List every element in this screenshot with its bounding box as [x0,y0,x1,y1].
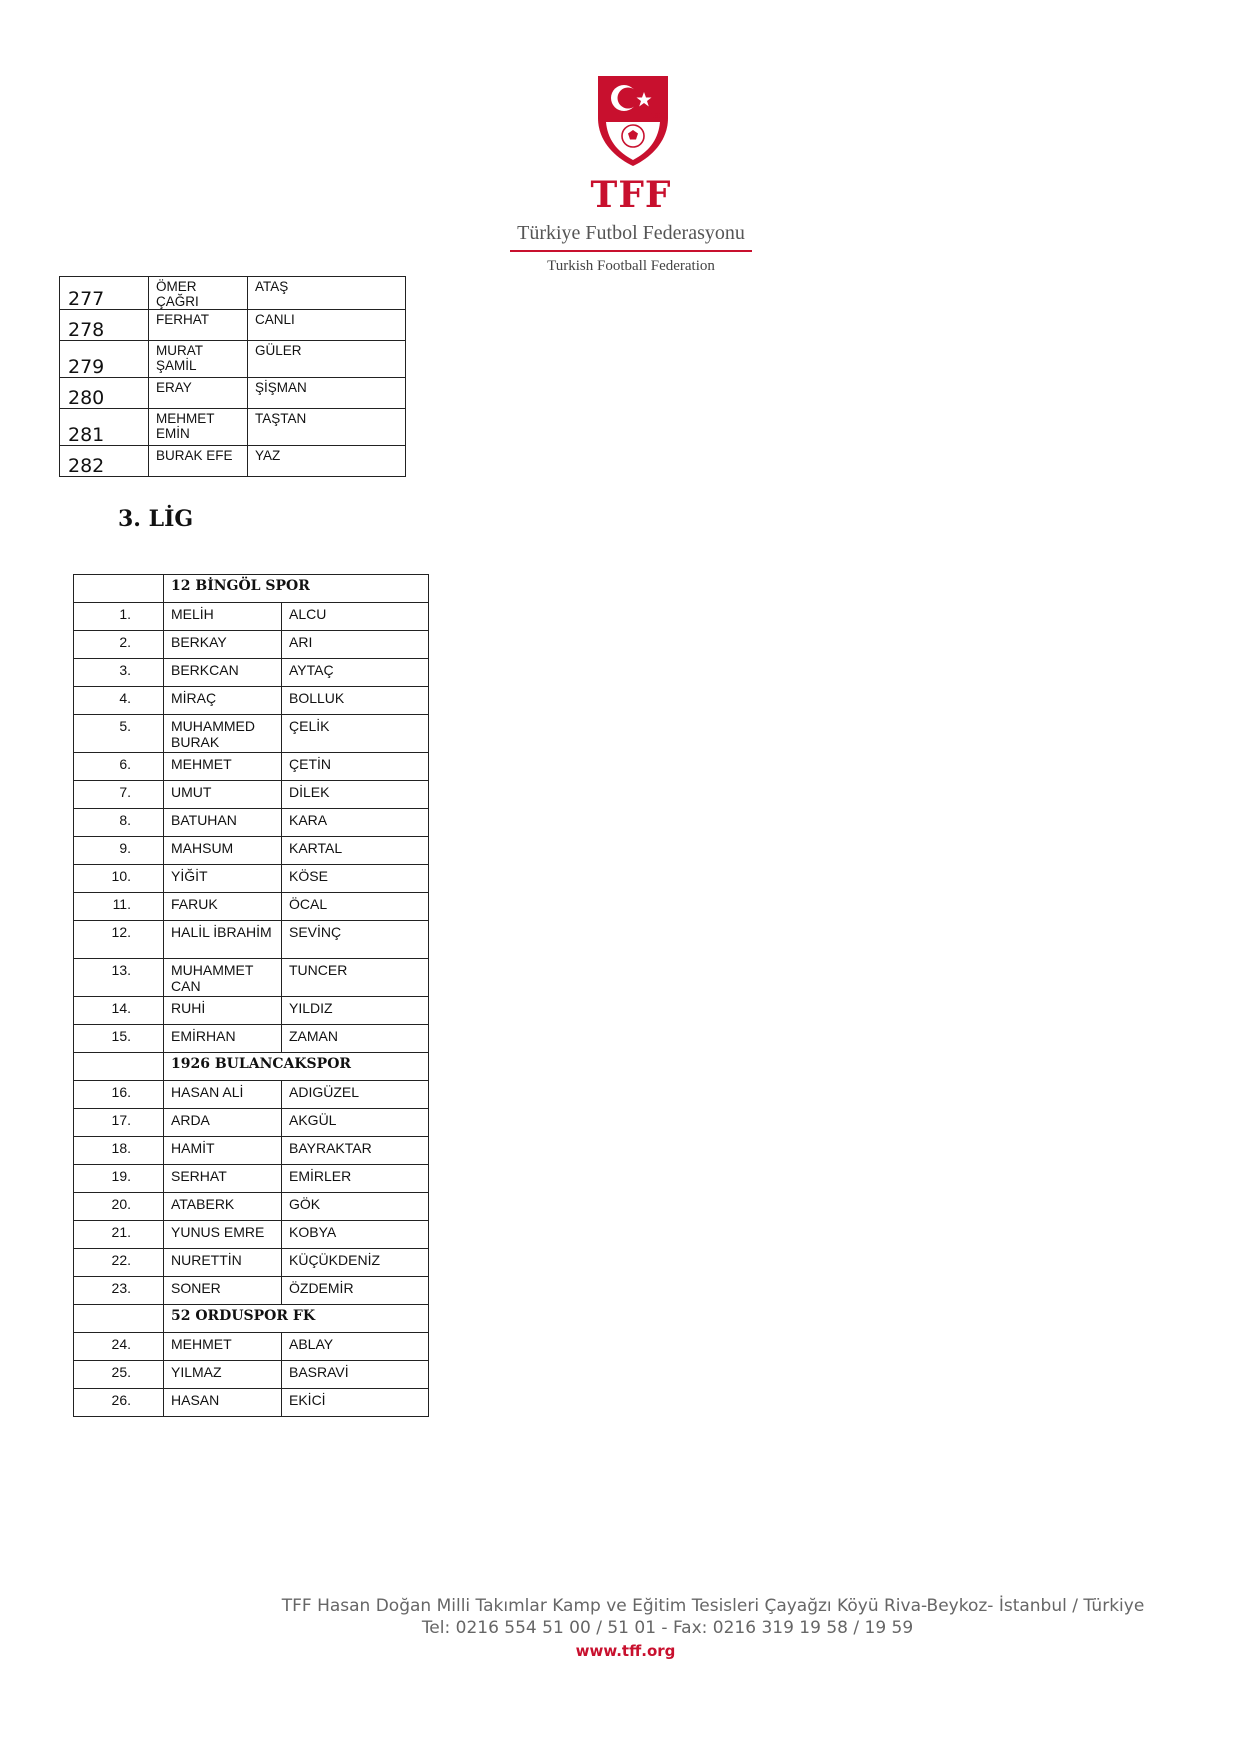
last-name: YAZ [248,446,406,477]
row-number: 280 [60,378,149,409]
first-name: UMUT [164,781,282,809]
row-number: 8. [74,809,164,837]
table-row [74,659,429,687]
row-number: 17. [74,1109,164,1137]
last-name: YILDIZ [282,997,429,1025]
first-name: HALİL İBRAHİM [164,921,282,959]
row-number: 278 [60,310,149,341]
team-header-row [74,1053,429,1081]
row-number: 13. [74,959,164,997]
table-row [74,1165,429,1193]
table-row [74,1025,429,1053]
table-row [74,1081,429,1109]
last-name: DİLEK [282,781,429,809]
table-row [74,1109,429,1137]
table-row [74,1277,429,1305]
tff-crest-icon [594,72,672,168]
table-row [60,378,406,409]
first-name: MAHSUM [164,837,282,865]
last-name: GÖK [282,1193,429,1221]
league-player-table [73,574,429,1417]
first-name: NURETTİN [164,1249,282,1277]
tff-logo [506,72,756,277]
first-name: YILMAZ [164,1361,282,1389]
last-name: KÜÇÜKDENİZ [282,1249,429,1277]
last-name: ÇELİK [282,715,429,753]
row-number: 1. [74,603,164,631]
footer-website-link[interactable]: www.tff.org [575,1642,676,1660]
table-row [74,1389,429,1417]
first-name: ERAY [149,378,248,409]
row-number: 6. [74,753,164,781]
first-name: MELİH [164,603,282,631]
table-row [74,1333,429,1361]
table-row [74,1361,429,1389]
org-name-en: Turkish Football Federation [547,258,715,274]
row-number: 22. [74,1249,164,1277]
first-name: FERHAT [149,310,248,341]
first-name: ATABERK [164,1193,282,1221]
last-name: ABLAY [282,1333,429,1361]
table-row [60,341,406,378]
first-name: ÖMER ÇAĞRI [149,277,248,310]
first-name: HASAN ALİ [164,1081,282,1109]
team-name: 12 BİNGÖL SPOR [164,575,429,603]
first-name: BERKAY [164,631,282,659]
last-name: AYTAÇ [282,659,429,687]
org-name-tr: Türkiye Futbol Federasyonu [517,222,745,244]
last-name: KOBYA [282,1221,429,1249]
row-number: 9. [74,837,164,865]
table-row [74,753,429,781]
row-number: 14. [74,997,164,1025]
row-number: 277 [60,277,149,310]
table-row [74,1137,429,1165]
first-name: MEHMET [164,753,282,781]
row-number: 11. [74,893,164,921]
table-row [74,1249,429,1277]
first-name: MİRAÇ [164,687,282,715]
last-name: TAŞTAN [248,409,406,446]
logo-text: TFF [590,174,672,216]
row-number: 19. [74,1165,164,1193]
last-name: GÜLER [248,341,406,378]
last-name: EMİRLER [282,1165,429,1193]
first-name: HAMİT [164,1137,282,1165]
first-name: BATUHAN [164,809,282,837]
last-name: ATAŞ [248,277,406,310]
table-row [74,715,429,753]
row-number: 26. [74,1389,164,1417]
last-name: TUNCER [282,959,429,997]
row-number: 10. [74,865,164,893]
footer-phone: Tel: 0216 554 51 00 / 51 01 - Fax: 0216 319 19 58 / 19 59 [421,1618,914,1638]
last-name: SEVİNÇ [282,921,429,959]
table-row [60,310,406,341]
row-number: 12. [74,921,164,959]
table-row [60,277,406,310]
row-number: 24. [74,1333,164,1361]
table-row [60,446,406,477]
first-name: EMİRHAN [164,1025,282,1053]
table-row [60,409,406,446]
last-name: ADIGÜZEL [282,1081,429,1109]
first-name: SONER [164,1277,282,1305]
row-number: 25. [74,1361,164,1389]
row-number: 7. [74,781,164,809]
row-number: 282 [60,446,149,477]
first-name: MURAT ŞAMİL [149,341,248,378]
table-row [74,781,429,809]
table-row [74,687,429,715]
last-name: ÖCAL [282,893,429,921]
table-row [74,921,429,959]
row-number: 281 [60,409,149,446]
table-row [74,809,429,837]
last-name: BAYRAKTAR [282,1137,429,1165]
row-number: 2. [74,631,164,659]
last-name: KARA [282,809,429,837]
first-name: HASAN [164,1389,282,1417]
first-name: YİĞİT [164,865,282,893]
last-name: AKGÜL [282,1109,429,1137]
footer-address: TFF Hasan Doğan Milli Takımlar Kamp ve Eğitim Tesisleri Çayağzı Köyü Riva-Beykoz- İstanbul / Türkiye [281,1596,1145,1616]
last-name: BASRAVİ [282,1361,429,1389]
last-name: KARTAL [282,837,429,865]
row-number: 18. [74,1137,164,1165]
row-number: 279 [60,341,149,378]
team-name: 52 ORDUSPOR FK [164,1305,429,1333]
table-row [74,997,429,1025]
last-name: CANLI [248,310,406,341]
row-number: 3. [74,659,164,687]
last-name: BOLLUK [282,687,429,715]
row-number: 5. [74,715,164,753]
table-row [74,959,429,997]
first-name: FARUK [164,893,282,921]
team-header-row [74,1305,429,1333]
last-name: ÇETİN [282,753,429,781]
last-name: ALCU [282,603,429,631]
last-name: ÖZDEMİR [282,1277,429,1305]
team-name: 1926 BULANCAKSPOR [164,1053,429,1081]
table-row [74,1193,429,1221]
table-row [74,893,429,921]
row-number: 4. [74,687,164,715]
table-row [74,865,429,893]
player-table-top [59,276,406,477]
row-number: 20. [74,1193,164,1221]
first-name: MEHMET [164,1333,282,1361]
last-name: KÖSE [282,865,429,893]
first-name: ARDA [164,1109,282,1137]
first-name: YUNUS EMRE [164,1221,282,1249]
first-name: BURAK EFE [149,446,248,477]
page-footer [0,1596,1241,1660]
table-row [74,631,429,659]
table-row [74,603,429,631]
last-name: ARI [282,631,429,659]
first-name: RUHİ [164,997,282,1025]
team-header-row [74,575,429,603]
first-name: MEHMET EMİN [149,409,248,446]
first-name: BERKCAN [164,659,282,687]
last-name: ŞİŞMAN [248,378,406,409]
table-row [74,837,429,865]
section-heading: 3. LİG [118,506,194,532]
founded-year: 1923 [650,112,668,120]
first-name: MUHAMMET CAN [164,959,282,997]
row-number: 15. [74,1025,164,1053]
last-name: EKİCİ [282,1389,429,1417]
row-number: 16. [74,1081,164,1109]
row-number: 21. [74,1221,164,1249]
first-name: SERHAT [164,1165,282,1193]
first-name: MUHAMMED BURAK [164,715,282,753]
last-name: ZAMAN [282,1025,429,1053]
row-number: 23. [74,1277,164,1305]
logo-rule [510,250,752,252]
table-row [74,1221,429,1249]
